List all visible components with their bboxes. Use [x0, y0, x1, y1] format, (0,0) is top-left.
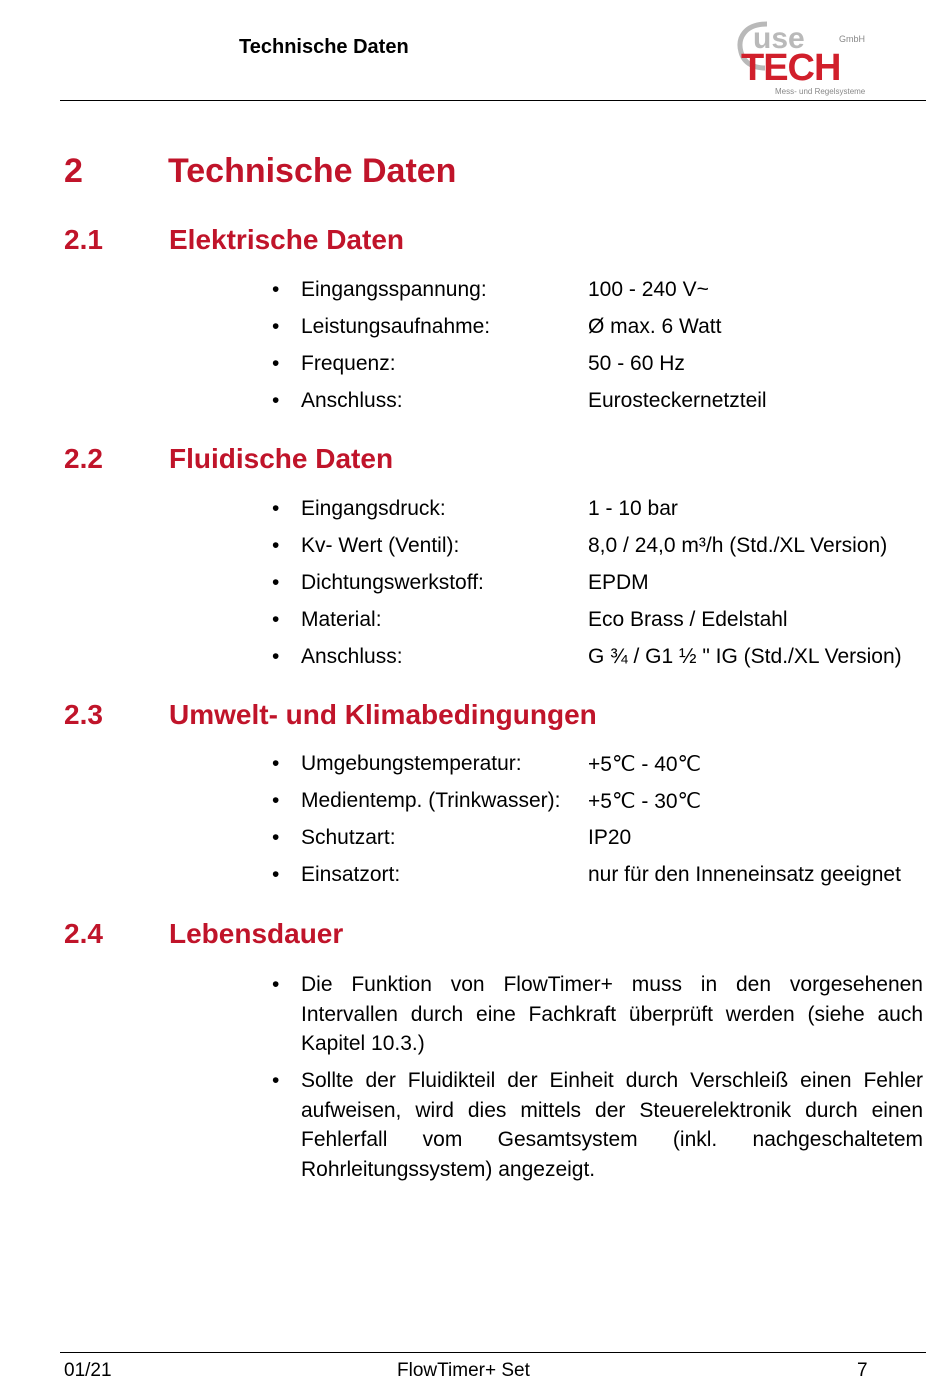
bullet: •	[272, 863, 280, 886]
spec-row	[270, 534, 930, 564]
spec-value: nur für den Inneneinsatz geeignet	[588, 863, 901, 886]
footer-page-number: 7	[857, 1360, 868, 1381]
spec-value: +5℃ - 40℃	[588, 753, 702, 776]
spec-value: 1 - 10 bar	[588, 497, 678, 520]
spec-row	[270, 352, 930, 382]
spec-label: Medientemp. (Trinkwasser):	[301, 789, 561, 812]
bullet: •	[272, 352, 280, 375]
paragraph-text: Die Funktion von FlowTimer+ muss in den vorgesehenen Intervallen durch eine Fachkraft überprüft werden (siehe auch Kapitel 10.3.)	[301, 973, 923, 1055]
spec-row	[270, 278, 930, 308]
bullet: •	[272, 789, 280, 812]
bullet: •	[272, 571, 280, 594]
bullet: •	[272, 534, 280, 557]
paragraph-text: Sollte der Fluidikteil der Einheit durch Verschleiß einen Fehler aufweisen, wird dies mittels der Steuerelektronik durch einen Fehlerfall vom Gesamtsystem (inkl. nachgeschaltetem Rohrleitungssystem) angezeigt.	[301, 1069, 923, 1181]
use-tech-logo	[735, 18, 875, 98]
spec-value: 50 - 60 Hz	[588, 352, 685, 375]
logo-main-text: TECH	[741, 47, 841, 89]
spec-label: Material:	[301, 608, 382, 631]
spec-row	[270, 752, 930, 782]
spec-row	[270, 863, 930, 893]
bullet: •	[272, 315, 280, 338]
spec-value: G ¾ / G1 ½ " IG (Std./XL Version)	[588, 645, 902, 668]
bullet: •	[272, 1069, 280, 1092]
spec-row	[270, 826, 930, 856]
bullet: •	[272, 389, 280, 412]
spec-label: Leistungsaufnahme:	[301, 315, 491, 338]
footer-rule	[60, 1352, 926, 1353]
spec-row	[270, 571, 930, 601]
footer-date: 01/21	[64, 1360, 112, 1381]
spec-label: Eingangsdruck:	[301, 497, 446, 520]
section-number: 2.1	[64, 224, 103, 255]
spec-label: Kv- Wert (Ventil):	[301, 534, 460, 557]
section-number: 2.3	[64, 699, 103, 730]
spec-row	[270, 497, 930, 527]
spec-value: EPDM	[588, 571, 649, 594]
spec-row	[270, 389, 930, 419]
spec-label: Umgebungstemperatur:	[301, 752, 522, 775]
spec-label: Frequenz:	[301, 352, 396, 375]
spec-row	[270, 645, 930, 675]
header-rule	[60, 100, 926, 101]
spec-value: IP20	[588, 826, 632, 849]
logo-gmbh-text: GmbH	[839, 34, 866, 44]
spec-label: Schutzart:	[301, 826, 396, 849]
bullet: •	[272, 826, 280, 849]
spec-value: Eco Brass / Edelstahl	[588, 608, 788, 631]
spec-label: Anschluss:	[301, 645, 403, 668]
spec-row	[270, 315, 930, 345]
spec-label: Eingangsspannung:	[301, 278, 487, 301]
bullet: •	[272, 973, 280, 996]
spec-label: Anschluss:	[301, 389, 403, 412]
section-title: Lebensdauer	[169, 918, 344, 949]
bullet: •	[272, 752, 280, 775]
spec-value: Ø max. 6 Watt	[588, 315, 722, 338]
footer-product: FlowTimer+ Set	[397, 1360, 530, 1381]
spec-label: Einsatzort:	[301, 863, 401, 886]
spec-label: Dichtungswerkstoff:	[301, 571, 484, 594]
section-number: 2.4	[64, 918, 103, 949]
bullet: •	[272, 497, 280, 520]
logo-top-text: use	[753, 22, 805, 55]
header-title: Technische Daten	[239, 36, 409, 58]
bullet: •	[272, 608, 280, 631]
section-title: Fluidische Daten	[169, 443, 394, 474]
paragraph-item	[270, 970, 923, 1059]
logo-tagline: Mess- und Regelsysteme	[775, 87, 866, 96]
spec-value: Eurosteckernetzteil	[588, 389, 767, 412]
section-title: Umwelt- und Klimabedingungen	[169, 699, 597, 730]
chapter-number: 2	[64, 152, 83, 190]
section-title: Elektrische Daten	[169, 224, 404, 255]
paragraph-item	[270, 1066, 923, 1184]
chapter-title: Technische Daten	[168, 152, 457, 190]
spec-row	[270, 789, 930, 819]
spec-value: +5℃ - 30℃	[588, 790, 702, 813]
bullet: •	[272, 645, 280, 668]
section-number: 2.2	[64, 443, 103, 474]
bullet: •	[272, 278, 280, 301]
spec-row	[270, 608, 930, 638]
spec-value: 8,0 / 24,0 m³/h (Std./XL Version)	[588, 534, 888, 557]
spec-value: 100 - 240 V~	[588, 278, 709, 301]
